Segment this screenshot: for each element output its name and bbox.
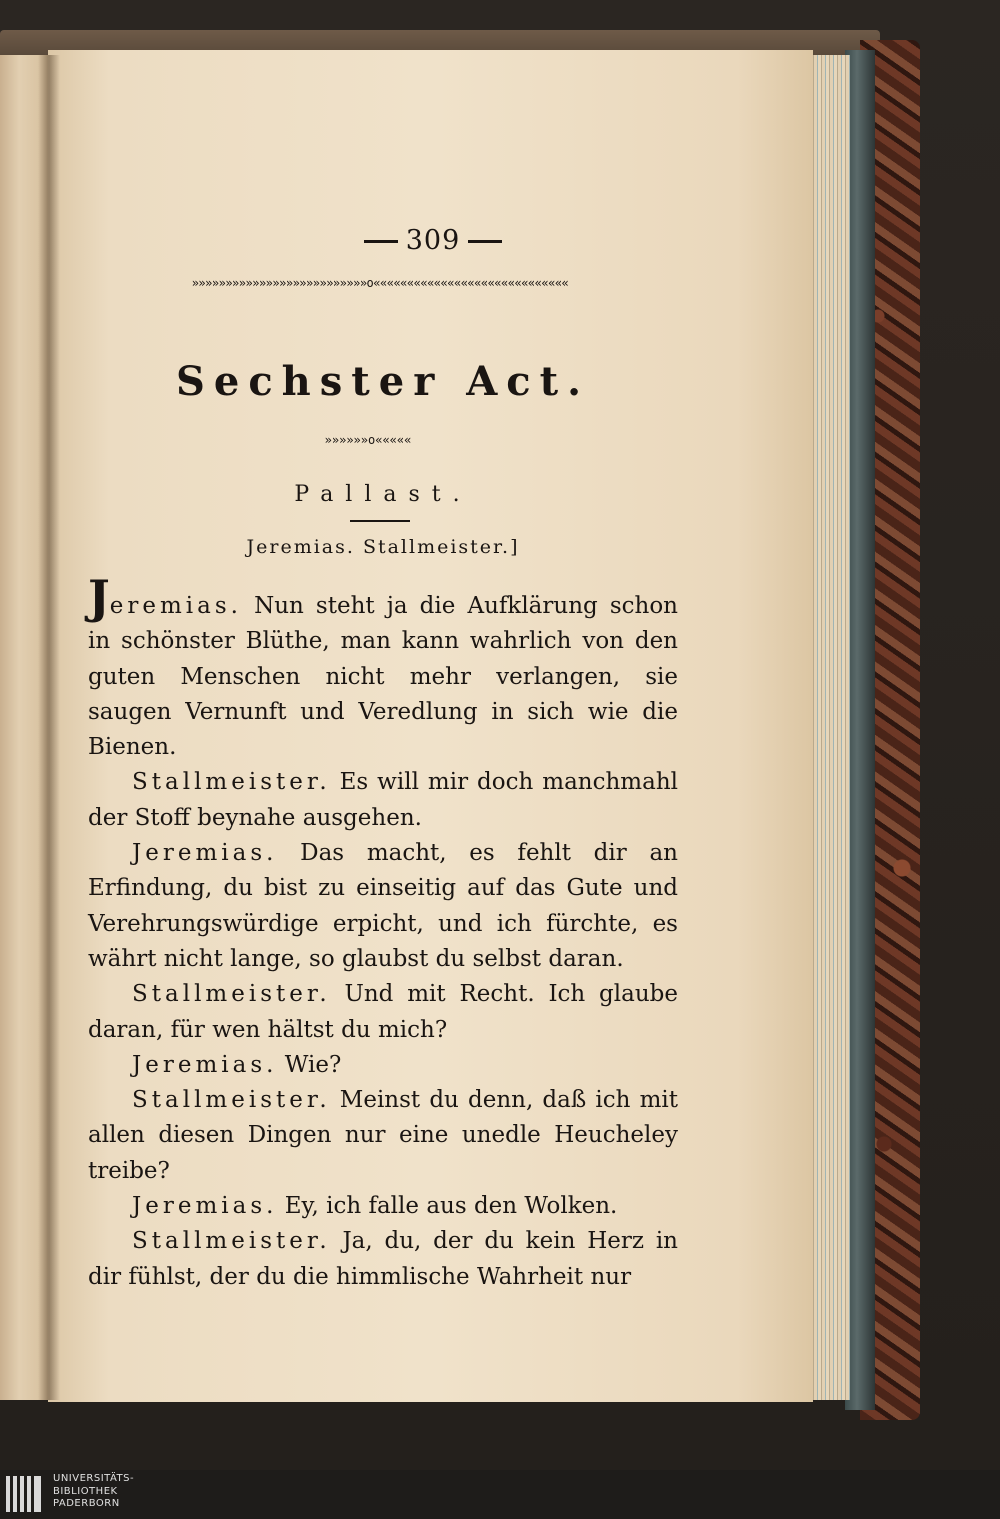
- dialogue-paragraph: [88, 977, 678, 1048]
- speaker-name: Stallmeister.: [132, 769, 331, 796]
- act-title: Sechster Act.: [175, 358, 590, 405]
- dialogue-paragraph: [88, 1189, 678, 1224]
- gutter-shadow: [38, 55, 60, 1400]
- speaker-name: Stallmeister.: [132, 981, 331, 1008]
- page-number-text: 309: [405, 225, 461, 256]
- dialogue-text: Es will mir doch manchmahl der Stoff beynahe ausgehen.: [88, 769, 678, 831]
- speaker-name: Stallmeister.: [132, 1228, 331, 1255]
- library-name-line1: UNIVERSITÄTS-: [53, 1473, 135, 1484]
- speaker-name: Jeremias.: [132, 1051, 278, 1078]
- speaker-name: Stallmeister.: [132, 1087, 331, 1114]
- dialogue-paragraph: [88, 1048, 678, 1083]
- dialogue-text: Ja, du, der du kein Herz in dir fühlst, der du die himmlische Wahrheit nur: [88, 1228, 678, 1290]
- dialogue-text: Nun steht ja die Aufklärung schon in schönster Blüthe, man kann wahrlich von den guten Menschen nicht mehr verlangen, sie saugen Vernunft und Veredlung in sich wie die Bienen.: [88, 593, 678, 761]
- dialogue-text: Das macht, es fehlt dir an Erfindung, du bist zu einseitig auf das Gute und Verehrungswürdige erpicht, und ich fürchte, es währt nicht lange, so glaubst du selbst daran.: [88, 840, 678, 972]
- page-edges: [810, 55, 850, 1400]
- page-text: [88, 0, 678, 1470]
- page-number: [318, 225, 548, 256]
- dialogue-body: [88, 570, 678, 1295]
- speaker-name: eremias.: [109, 593, 242, 619]
- persons-line: Jeremias. Stallmeister.]: [246, 536, 520, 558]
- ornament-rule: »»»»»»»»»»»»»»»»»»»»»»»»»»o«««««««««««««««««««««««««««««: [191, 276, 569, 290]
- speaker-name: Jeremias.: [132, 1193, 278, 1220]
- divider: [350, 520, 410, 522]
- library-name: [53, 1473, 134, 1511]
- library-name-line3: PADERBORN: [53, 1498, 120, 1509]
- dialogue-paragraph: [88, 1224, 678, 1295]
- dialogue-paragraph: [88, 836, 678, 977]
- library-footer: [0, 1470, 1000, 1519]
- library-name-line2: BIBLIOTHEK: [53, 1485, 118, 1497]
- dialogue-text: Ey, ich falle aus den Wolken.: [277, 1193, 618, 1220]
- ornament-small: »»»»»»o«««««: [324, 433, 412, 447]
- dialogue-paragraph: [88, 1083, 678, 1189]
- dialogue-paragraph: [88, 570, 678, 765]
- scene-heading: Pallast.: [294, 482, 472, 507]
- dialogue-text: Meinst du denn, daß ich mit allen diesen Dingen nur eine unedle Heucheley treibe?: [88, 1087, 678, 1184]
- speaker-name: Jeremias.: [132, 840, 278, 867]
- dialogue-text: Und mit Recht. Ich glaube daran, für wen hältst du mich?: [88, 981, 678, 1043]
- dialogue-paragraph: [88, 765, 678, 836]
- drop-initial: J: [88, 570, 110, 624]
- dialogue-text: Wie?: [277, 1051, 342, 1078]
- library-logo-icon: [6, 1476, 46, 1512]
